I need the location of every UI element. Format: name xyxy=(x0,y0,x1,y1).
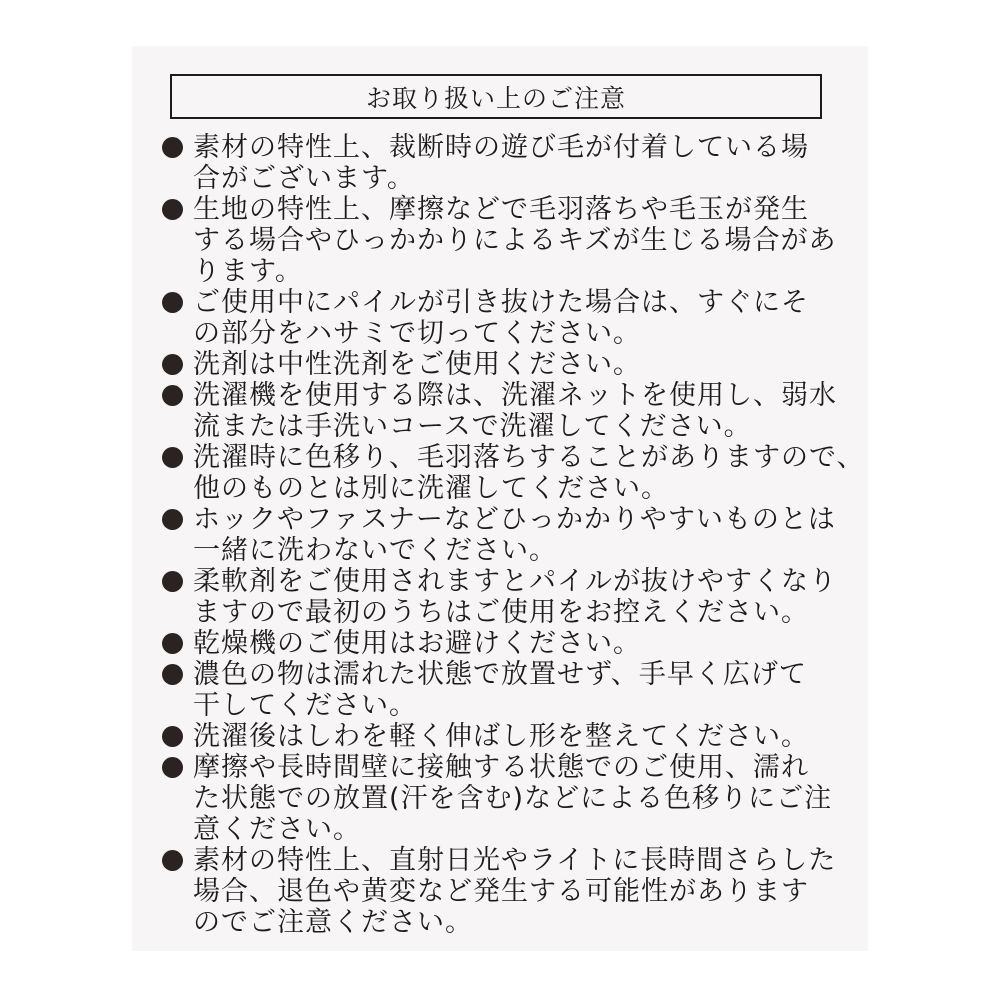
item-line: 一緒に洗わないでください。 xyxy=(193,535,557,566)
item-line: 合がございます。 xyxy=(193,163,415,194)
item-line: 場合、退色や黄変など発生する可能性があります xyxy=(193,876,809,907)
bullet-icon xyxy=(162,633,183,654)
bullet-icon xyxy=(162,850,183,871)
bullet-icon xyxy=(162,137,183,158)
item-line: た状態での放置(汗を含む)などによる色移りにご注 xyxy=(193,783,833,814)
item-line: 意ください。 xyxy=(193,814,361,845)
item-line: 摩擦や長時間壁に接触する状態でのご使用、濡れ xyxy=(193,752,809,783)
bullet-icon xyxy=(162,664,183,685)
bullet-icon xyxy=(162,385,183,406)
item-line: ますので最初のうちはご使用をお控えください。 xyxy=(193,597,809,628)
item-line: 洗濯機を使用する際は、洗濯ネットを使用し、弱水 xyxy=(193,380,837,411)
item-line: ご使用中にパイルが引き抜けた場合は、すぐにそ xyxy=(193,287,809,318)
item-line: ホックやファスナーなどひっかかりやすいものとは xyxy=(193,504,836,535)
item-line: 生地の特性上、摩擦などで毛羽落ちや毛玉が発生 xyxy=(193,194,809,225)
list-item xyxy=(160,380,870,442)
item-line: ります。 xyxy=(193,256,303,287)
item-line: 柔軟剤をご使用されますとパイルが抜けやすくなり xyxy=(193,566,837,597)
item-line: のでご注意ください。 xyxy=(193,907,473,938)
bullet-icon xyxy=(162,447,183,468)
care-instructions-list xyxy=(160,132,870,938)
list-item xyxy=(160,194,870,287)
list-item xyxy=(160,287,870,349)
item-line: 洗濯時に色移り、毛羽落ちすることがありますので、 xyxy=(193,442,865,473)
bullet-icon xyxy=(162,571,183,592)
page-title: お取り扱い上のご注意 xyxy=(365,83,626,113)
list-item xyxy=(160,659,870,721)
item-line: 洗濯後はしわを軽く伸ばし形を整えてください。 xyxy=(193,721,809,752)
list-item xyxy=(160,752,870,845)
list-item xyxy=(160,442,870,504)
item-line: 洗剤は中性洗剤をご使用ください。 xyxy=(193,349,641,380)
list-item xyxy=(160,504,870,566)
bullet-icon xyxy=(162,726,183,747)
item-line: する場合やひっかかりによるキズが生じる場合があ xyxy=(193,225,837,256)
item-line: 素材の特性上、裁断時の遊び毛が付着している場 xyxy=(193,132,809,163)
bullet-icon xyxy=(162,757,183,778)
item-line: 濃色の物は濡れた状態で放置せず、手早く広げて xyxy=(193,659,807,690)
list-item xyxy=(160,566,870,628)
list-item xyxy=(160,721,870,752)
list-item xyxy=(160,628,870,659)
item-line: 流または手洗いコースで洗濯してください。 xyxy=(193,411,752,442)
bullet-icon xyxy=(162,292,183,313)
item-line: の部分をハサミで切ってください。 xyxy=(193,318,641,349)
bullet-icon xyxy=(162,509,183,530)
list-item xyxy=(160,845,870,938)
bullet-icon xyxy=(162,354,183,375)
item-line: 干してください。 xyxy=(193,690,417,721)
item-line: 乾燥機のご使用はお避けください。 xyxy=(193,628,641,659)
bullet-icon xyxy=(162,199,183,220)
list-item xyxy=(160,132,870,194)
list-item xyxy=(160,349,870,380)
item-line: 素材の特性上、直射日光やライトに長時間さらした xyxy=(193,845,837,876)
item-line: 他のものとは別に洗濯してください。 xyxy=(193,473,669,504)
title-box xyxy=(170,74,822,119)
